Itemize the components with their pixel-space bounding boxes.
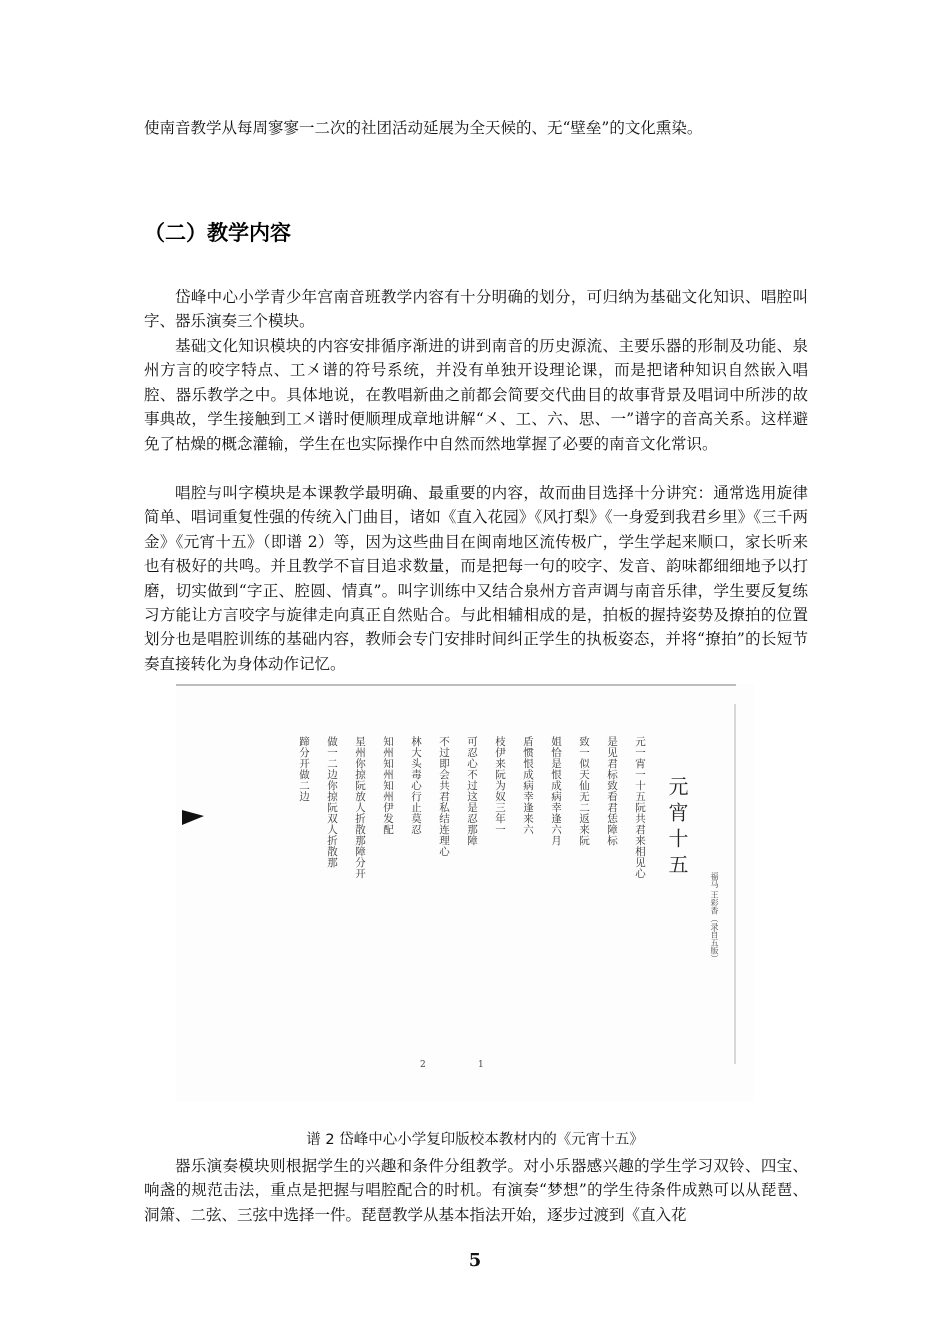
score-title: 元宵十五 <box>665 776 689 880</box>
scan-edge-right <box>734 704 736 1064</box>
score-column: 姐恰是恨成病幸逢六月 <box>550 736 562 846</box>
score-column: 盾惯恨成病幸逢来六 <box>522 736 534 835</box>
score-column: 可忍心不过这是忍那障 <box>466 736 478 846</box>
paragraph-instruments: 器乐演奏模块则根据学生的兴趣和条件分组教学。对小乐器感兴趣的学生学习双铃、四宝、响盏的规范击法，重点是把握与唱腔配合的时机。有演奏“梦想”的学生待条件成熟可以从琵琶、洞箫、二弦、三弦中选择一件。琵琶教学从基本指法开始，逐步过渡到《直入花 <box>144 1157 808 1224</box>
score-column: 林大头毒心行止莫忍 <box>410 736 422 835</box>
score-column: 蹄分开做二边 <box>298 736 310 802</box>
paragraph-intro-tail: 使南音教学从每周寥寥一二次的社团活动延展为全天候的、无“壁垒”的文化熏染。 <box>144 119 703 137</box>
score-image <box>176 684 754 1102</box>
score-author: 福马 王彩香（录自五版） <box>710 872 719 963</box>
page-number: 5 <box>468 1250 482 1271</box>
score-column: 是见君标致看君恁障标 <box>606 736 618 846</box>
section-heading: （二）教学内容 <box>144 221 291 245</box>
scan-edge-top <box>176 684 736 686</box>
score-column: 星州你掠阮放人折散那障分开 <box>354 736 366 879</box>
score-column: 知州知州知州伊发配 <box>382 736 394 835</box>
paragraph-singing: 唱腔与叫字模块是本课教学最明确、最重要的内容，故而曲目选择十分讲究：通常选用旋律简单、唱词重复性强的传统入门曲目，诸如《直入花园》《风打梨》《一身爱到我君乡里》《三千两金》《元宵十五》（即谱 2）等，因为这些曲目在闽南地区流传极广，学生学起来顺口，家长听来也有极好的共鸣。并且教学不盲目追求数量，而是把每一句的咬字、发音、韵味都细细地予以打磨，切实做到“字正、腔圆、情真”。叫字训练中又结合泉州方音声调与南音乐律，学生要反复练习方能让方言咬字与旋律走向真正自然贴合。与此相辅相成的是，拍板的握持姿势及撩拍的位置划分也是唱腔训练的基础内容，教师会专门安排时间纠正学生的执板姿态，并将“撩拍”的长短节奏直接转化为身体动作记忆。 <box>144 484 808 673</box>
score-column: 不过即会共君私结连理心 <box>438 736 450 857</box>
score-page-number: 1 <box>478 1060 484 1070</box>
paragraph-modules-overview: 岱峰中心小学青少年宫南音班教学内容有十分明确的划分，可归纳为基础文化知识、唱腔叫字、器乐演奏三个模块。 <box>144 288 808 331</box>
score-column: 元一宵一十五阮共君来相见心 <box>634 736 646 879</box>
score-column: 致一似天仙无二返来阮 <box>578 736 590 846</box>
score-column: 枝伊来阮为奴三年一 <box>494 736 506 835</box>
score-page-number: 2 <box>420 1060 426 1070</box>
score-column: 做一二边你掠阮双人折散那 <box>326 736 338 868</box>
paragraph-basic-knowledge: 基础文化知识模块的内容安排循序渐进的讲到南音的历史源流、主要乐器的形制及功能、泉州方言的咬字特点、工㐅谱的符号系统，并没有单独开设理论课，而是把诸种知识自然嵌入唱腔、器乐教学之中。具体地说，在教唱新曲之前都会简要交代曲目的故事背景及唱词中所涉的故事典故，学生接触到工㐅谱时便顺理成章地讲解“㐅、工、六、思、一”谱字的音高关系。这样避免了枯燥的概念灌输，学生在也实际操作中自然而然地掌握了必要的南音文化常识。 <box>144 337 808 453</box>
page-marker-icon <box>182 810 204 825</box>
figure-caption: 谱 2 岱峰中心小学复印版校本教材内的《元宵十五》 <box>306 1132 644 1148</box>
